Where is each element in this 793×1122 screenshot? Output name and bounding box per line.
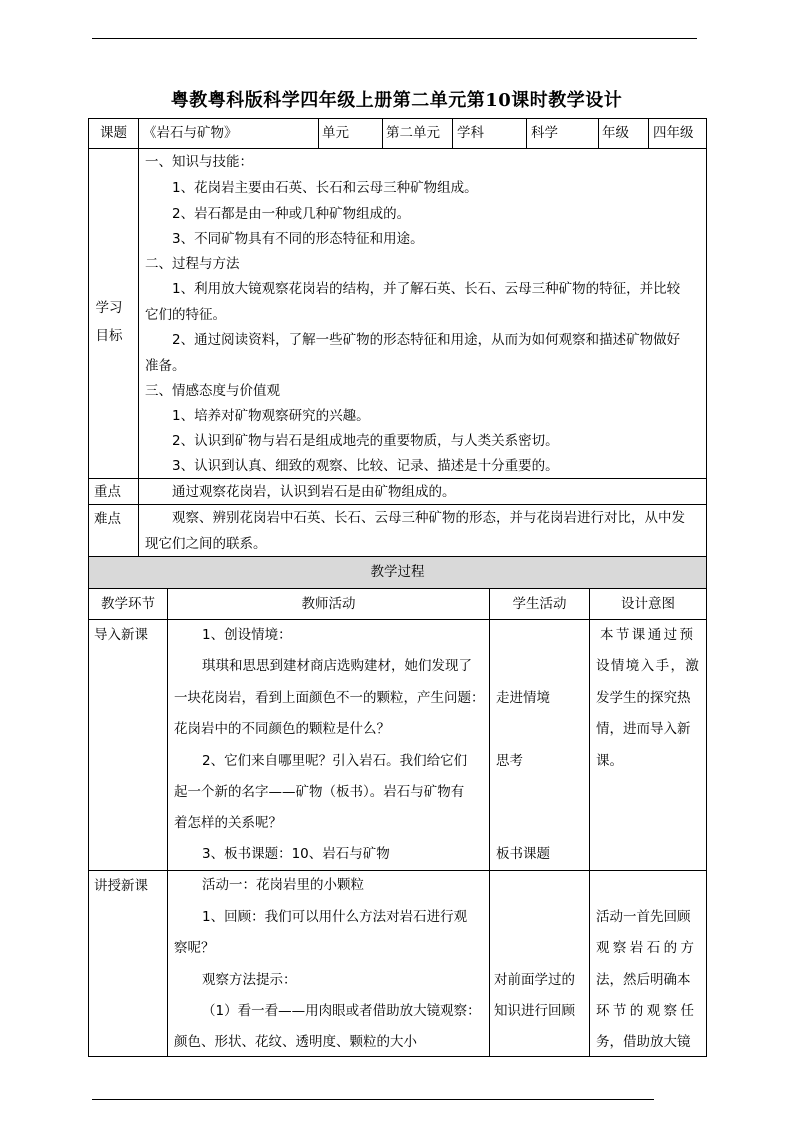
lecture-stage: 讲授新课: [94, 878, 148, 894]
process-header: 教学过程: [370, 564, 425, 580]
objective-line: 2、认识到矿物与岩石是组成地壳的重要物质，与人类关系密切。: [172, 433, 559, 449]
teacher-line: 察呢？: [174, 940, 215, 956]
design-line: 设情境入手，激: [596, 658, 701, 674]
teacher-line: 琪琪和思思到建材商店选购建材，她们发现了: [202, 658, 472, 674]
student-line: 思考: [496, 753, 523, 769]
key-point-text: 通过观察花岗岩，认识到岩石是由矿物组成的。: [172, 484, 456, 500]
design-line: 本节课通过预: [600, 627, 696, 643]
subject-label: 学科: [457, 125, 484, 141]
objective-line: 三、情感态度与价值观: [145, 383, 280, 399]
column-header-teacher: 教师活动: [301, 596, 356, 612]
design-line: 情，进而导入新: [596, 721, 691, 737]
column-header-design: 设计意图: [621, 596, 675, 612]
objective-line: 二、过程与方法: [145, 256, 240, 272]
difficulty-line2: 现它们之间的联系。: [145, 536, 267, 552]
teacher-line: 颜色、形状、花纹、透明度、颗粒的大小: [174, 1034, 417, 1050]
teacher-line: 1、创设情境：: [202, 627, 292, 643]
column-header-student: 学生活动: [512, 596, 567, 612]
student-line: 知识进行回顾: [494, 1003, 575, 1019]
objectives-label: [89, 294, 129, 350]
unit-label: 单元: [322, 125, 349, 141]
objectives-label-line2: 目标: [95, 328, 123, 344]
objective-line: 准备。: [145, 358, 186, 374]
objective-line: 1、利用放大镜观察花岗岩的结构，并了解石英、长石、云母三种矿物的特征，并比较: [172, 281, 681, 297]
key-point-label: 重点: [94, 484, 121, 500]
student-line: 走进情境: [496, 690, 550, 706]
header-rule: [92, 38, 697, 39]
design-line: 活动一首先回顾: [596, 909, 691, 925]
unit-value: 第二单元: [386, 125, 440, 141]
teacher-line: 一块花岗岩，看到上面颜色不一的颗粒，产生问题：: [174, 690, 485, 706]
student-line: 板书课题: [496, 846, 550, 862]
design-line: 法，然后明确本: [596, 972, 691, 988]
objective-line: 2、岩石都是由一种或几种矿物组成的。: [172, 206, 411, 222]
footer-rule: [92, 1099, 654, 1100]
objective-line: 一、知识与技能：: [145, 154, 253, 170]
teacher-line: 1、回顾：我们可以用什么方法对岩石进行观: [202, 909, 468, 925]
teacher-line: 着怎样的关系呢？: [174, 815, 282, 831]
objective-line: 1、花岗岩主要由石英、长石和云母三种矿物组成。: [172, 180, 478, 196]
design-line: 观察岩石的方: [596, 940, 698, 956]
grade-label: 年级: [602, 125, 629, 141]
objective-line: 它们的特征。: [145, 307, 226, 323]
topic-label: 课题: [100, 125, 127, 141]
student-line: 对前面学过的: [494, 972, 575, 988]
objective-line: 1、培养对矿物观察研究的兴趣。: [172, 408, 370, 424]
teacher-line: 2、它们来自哪里呢？引入岩石。我们给它们: [202, 753, 468, 769]
teacher-line: 3、板书课题：10、岩石与矿物: [202, 846, 390, 862]
difficulty-line1: 观察、辨别花岗岩中石英、长石、云母三种矿物的形态，并与花岗岩进行对比，从中发: [172, 510, 685, 526]
difficulty-label: 难点: [94, 511, 121, 527]
design-line: 课。: [596, 753, 623, 769]
teacher-line: 花岗岩中的不同颜色的颗粒是什么？: [174, 721, 390, 737]
document-title: 粤教粤科版科学四年级上册第二单元第10课时教学设计: [170, 90, 623, 111]
design-line: 务，借助放大镜: [596, 1034, 691, 1050]
design-line: 发学生的探究热: [596, 690, 691, 706]
grade-value: 四年级: [653, 125, 694, 141]
objective-line: 3、认识到认真、细致的观察、比较、记录、描述是十分重要的。: [172, 458, 559, 474]
intro-stage: 导入新课: [94, 627, 148, 643]
teacher-line: （1）看一看——用肉眼或者借助放大镜观察：: [202, 1003, 481, 1019]
objectives-label-line1: 学习: [95, 300, 123, 316]
subject-value: 科学: [531, 125, 558, 141]
topic-value: 《岩石与矿物》: [143, 125, 238, 141]
column-header-stage: 教学环节: [101, 596, 155, 612]
teacher-line: 起一个新的名字——矿物（板书）。岩石与矿物有: [174, 784, 465, 800]
design-line: 环节的观察任: [596, 1003, 698, 1019]
teacher-line: 活动一：花岗岩里的小颗粒: [202, 877, 364, 893]
objective-line: 2、通过阅读资料，了解一些矿物的形态特征和用途，从而为如何观察和描述矿物做好: [172, 332, 681, 348]
teacher-line: 观察方法提示：: [202, 972, 297, 988]
objective-line: 3、不同矿物具有不同的形态特征和用途。: [172, 231, 424, 247]
